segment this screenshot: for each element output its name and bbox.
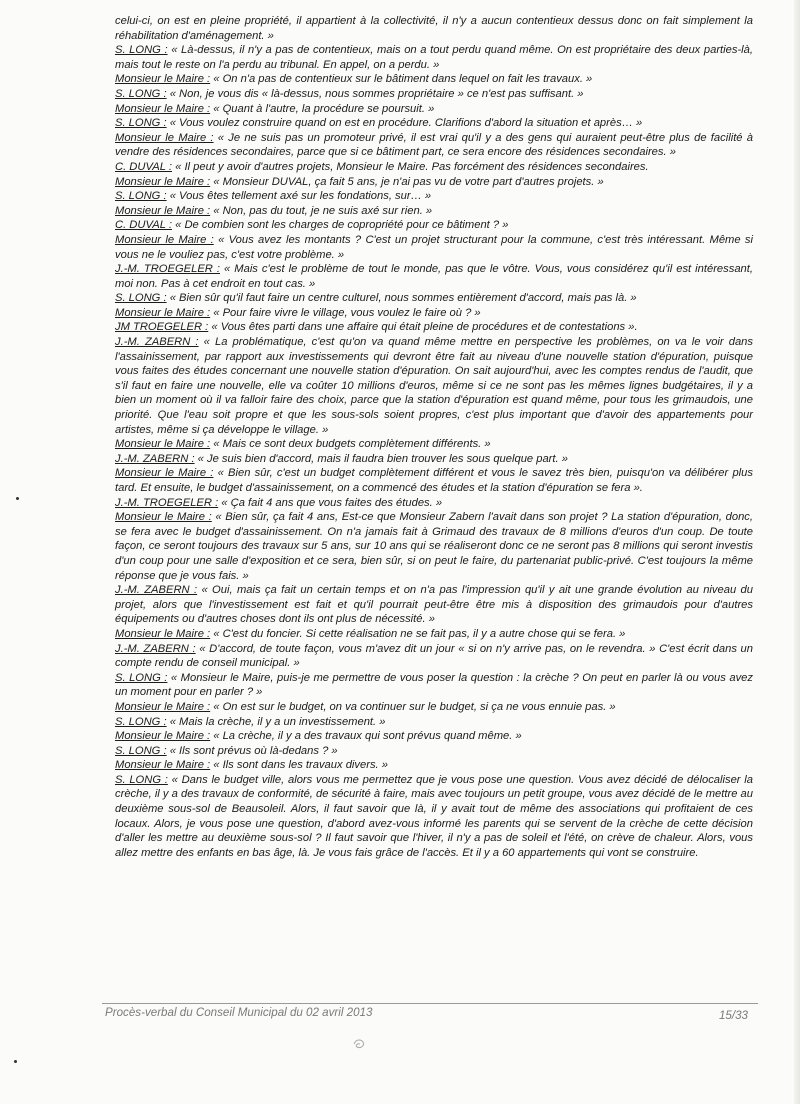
speaker-name: J.-M. ZABERN :	[115, 584, 198, 597]
speaker-name: S. LONG :	[115, 773, 168, 786]
minutes-paragraph	[115, 437, 753, 452]
speech-text: « Vous avez les montants ? C'est un projet structurant pour la commune, c'est très intéressant. Même si vous ne le vouliez pas, c'est votre problème. »	[115, 233, 753, 261]
speaker-name: J.-M. TROEGELER :	[115, 263, 221, 276]
minutes-paragraph	[115, 715, 753, 730]
minutes-paragraph	[115, 729, 753, 744]
minutes-paragraph	[115, 583, 753, 627]
speaker-name: S. LONG :	[115, 671, 168, 684]
minutes-paragraph	[115, 72, 753, 87]
speaker-name: Monsieur le Maire :	[115, 759, 211, 772]
speaker-name: Monsieur le Maire :	[115, 175, 211, 188]
minutes-paragraph	[115, 175, 753, 190]
footer-title: Procès-verbal du Conseil Municipal du 02 avril 2013	[105, 1006, 373, 1019]
speech-text: « Quant à l'autre, la procédure se poursuit. »	[210, 102, 435, 115]
minutes-paragraph	[115, 189, 753, 204]
minutes-paragraph	[115, 320, 753, 335]
footer-rule	[102, 1003, 758, 1004]
speech-text: « Bien sûr, ça fait 4 ans, Est-ce que Monsieur Zabern l'avait dans son projet ? La station d'épuration, donc, se fera avec le budget d'assainissement. On n'a jamais fait à Grimaud des travaux de 8 millions d'euros d'un coup. De toute façon, ce seront toujours des travaux sur 5 ans, sur 10 ans qui se réaliseront donc ce ne seront pas 8 millions qui seront investis d'un coup pour une salle d'exposition et ce sera, bien sûr, si on peut le faire, du partenariat public-privé. C'est toujours la même réponse que je vous fais. »	[115, 511, 753, 582]
speech-text: « Ça fait 4 ans que vous faites des études. »	[218, 496, 443, 509]
speech-text: « Mais la crèche, il y a un investissement. »	[166, 715, 386, 728]
minutes-paragraph	[115, 496, 753, 511]
speech-text: « Monsieur DUVAL, ça fait 5 ans, je n'ai pas vu de votre part d'autres projets. »	[210, 175, 604, 188]
page-number: 15/33	[718, 1009, 748, 1022]
speech-text: « Mais c'est le problème de tout le monde, pas que le vôtre. Vous, vous considérez qu'il est intéressant, moi non. Pas à cet endroit en tout cas. »	[115, 263, 753, 290]
speech-text: « Non, pas du tout, je ne suis axé sur rien. »	[210, 204, 433, 217]
speech-text: « Il peut y avoir d'autres projets, Monsieur le Maire. Pas forcément des résidences secondaires.	[172, 160, 649, 173]
speech-text: « Vous êtes parti dans une affaire qui était pleine de procédures et de contestations ».	[208, 321, 638, 334]
minutes-paragraph	[115, 466, 753, 495]
minutes-paragraph	[115, 102, 753, 117]
minutes-paragraph	[115, 335, 753, 437]
speech-text: « Vous voulez construire quand on est en procédure. Clarifions d'abord la situation et après… »	[166, 117, 643, 130]
minutes-paragraph	[115, 773, 753, 861]
speech-text: « D'accord, de toute façon, vous m'avez dit un jour « si on n'y arrive pas, on le revendra. » C'est écrit dans un compte rendu de conseil municipal. »	[115, 642, 753, 670]
speech-text: « Je suis bien d'accord, mais il faudra bien trouver les sous quelque part. »	[194, 452, 568, 465]
minutes-paragraph	[115, 306, 753, 321]
minutes-body	[115, 14, 753, 860]
minutes-paragraph	[115, 204, 753, 219]
speech-text: « On n'a pas de contentieux sur le bâtiment dans lequel on fait les travaux. »	[210, 73, 593, 86]
speaker-name: Monsieur le Maire :	[115, 73, 211, 86]
minutes-paragraph	[115, 160, 753, 175]
speech-text: « La problématique, c'est qu'on va quand même mettre en perspective les problèmes, on va le voir dans l'assainissement, par rapport aux investissements qui devront être fait au niveau d'une nouvelle station d'épuration, puisque vous faites des études concernant une nouvelle station d'épuration. On sait aujourd'hui, avec les comptes rendus de l'audit, que s'il faut en faire une nouvelle, elle va coûter 10 millions d'euros, même si ce ne sont pas les mêmes lignes budgétaires, il y a bien un moment où il va falloir faire des choix, parce que la station d'épuration est quand même, pour tous les grimaudois, une priorité. Que l'eau soit propre et que les sous-sols soient propres, c'est plus important que d'avoir des appartements pour artistes, même si ça développe le village. »	[115, 336, 753, 436]
speech-text: « Monsieur le Maire, puis-je me permettre de vous poser la question : la crèche ? On peut en parler là ou vous avez un moment pour en parler ? »	[115, 671, 753, 699]
speech-text: « Je ne suis pas un promoteur privé, il est vrai qu'il y a des gens qui auraient peut-être plus de facilité à vendre des résidences secondaires, parce que si ce bâtiment part, ce sera encore des résidences secondaires. »	[115, 131, 753, 159]
speech-text: « Pour faire vivre le village, vous voulez le faire où ? »	[210, 306, 481, 319]
minutes-paragraph	[115, 131, 753, 160]
minutes-paragraph	[115, 218, 753, 233]
speech-text: « C'est du foncier. Si cette réalisation ne se fait pas, il y a autre chose qui se fera. »	[210, 627, 626, 640]
minutes-paragraph	[115, 510, 753, 583]
speech-text: « Non, je vous dis « là-dessus, nous sommes propriétaire » ce n'est pas suffisant. »	[166, 87, 584, 100]
minutes-paragraph	[115, 700, 753, 715]
scan-speck	[14, 1060, 17, 1063]
speaker-name: Monsieur le Maire :	[115, 204, 211, 217]
minutes-paragraph	[115, 87, 753, 102]
speech-text: « Mais ce sont deux budgets complètement différents. »	[210, 438, 491, 451]
speaker-name: Monsieur le Maire :	[115, 467, 214, 480]
minutes-paragraph	[115, 758, 753, 773]
minutes-paragraph	[115, 291, 753, 306]
scan-edge	[794, 0, 800, 1104]
minutes-paragraph	[115, 671, 753, 700]
speaker-name: C. DUVAL :	[115, 160, 172, 173]
scan-smudge	[352, 1038, 366, 1050]
speaker-name: S. LONG :	[115, 292, 167, 305]
speaker-name: Monsieur le Maire :	[115, 700, 211, 713]
speaker-name: Monsieur le Maire :	[115, 233, 214, 246]
speaker-name: C. DUVAL :	[115, 219, 172, 232]
speech-text: « Ils sont prévus où là-dedans ? »	[166, 744, 338, 757]
minutes-paragraph	[115, 642, 753, 671]
speaker-name: S. LONG :	[115, 87, 167, 100]
speaker-name: J.-M. TROEGELER :	[115, 496, 219, 509]
minutes-paragraph	[115, 744, 753, 759]
speech-text: « Oui, mais ça fait un certain temps et on n'a pas l'impression qu'il y ait une grande évolution au niveau du projet, alors que l'investissement est fait et qu'il pourrait peut-être être mis à disposition des grimaudois pour d'autres équipements ou d'autres choses dont ils ont plus de nécessité. »	[115, 584, 753, 626]
speaker-name: J.-M. ZABERN :	[115, 336, 199, 349]
minutes-paragraph	[115, 452, 753, 467]
speaker-name: Monsieur le Maire :	[115, 438, 211, 451]
speech-text: « Ils sont dans les travaux divers. »	[210, 759, 388, 772]
speaker-name: S. LONG :	[115, 117, 167, 130]
speech-text: celui-ci, on est en pleine propriété, il appartient à la collectivité, il n'y a aucun contentieux dessus donc on fait simplement la réhabilitation d'aménagement. »	[115, 15, 753, 42]
speaker-name: Monsieur le Maire :	[115, 627, 211, 640]
speaker-name: Monsieur le Maire :	[115, 131, 214, 144]
speaker-name: S. LONG :	[115, 190, 167, 203]
speech-text: « Dans le budget ville, alors vous me permettez que je vous pose une question. Vous avez décidé de délocaliser la crèche, il y a des travaux de conformité, de sécurité à faire, mais avec toujours un petit groupe, vous avez décidé de le mettre au deuxième sous-sol de Beausoleil. Alors, il faut savoir que là, il y avait tout de même des associations qui profitaient de ces locaux. Alors, je vous pose une question, d'abord avez-vous informé les parents qui se servent de la crèche de cette décision d'aller les mettre au deuxième sous-sol ? Il faut savoir que l'hiver, il n'y a pas de soleil et l'été, on crève de chaleur. Alors, vous allez mettre des enfants en bas âge, là. Je vous fais grâce de l'accès. Et il y a 60 appartements qui vont se construire.	[115, 773, 753, 859]
minutes-paragraph	[115, 262, 753, 291]
minutes-paragraph	[115, 233, 753, 262]
speaker-name: S. LONG :	[115, 44, 168, 57]
minutes-paragraph	[115, 14, 753, 43]
speaker-name: Monsieur le Maire :	[115, 102, 211, 115]
speech-text: « On est sur le budget, on va continuer sur le budget, si ça ne vous ennuie pas. »	[210, 700, 616, 713]
speaker-name: Monsieur le Maire :	[115, 306, 211, 319]
speaker-name: Monsieur le Maire :	[115, 730, 211, 743]
speaker-name: J.-M. ZABERN :	[115, 642, 196, 655]
speech-text: « Vous êtes tellement axé sur les fondations, sur… »	[166, 190, 432, 203]
speaker-name: S. LONG :	[115, 715, 167, 728]
speech-text: « Bien sûr, c'est un budget complètement différent et vous le savez très bien, puisqu'on va délibérer plus tard. Et ensuite, le budget d'assainissement, on a commencé des études et la station d'épuration se fera ».	[115, 467, 753, 494]
scan-speck	[16, 497, 19, 500]
speech-text: « De combien sont les charges de copropriété pour ce bâtiment ? »	[172, 219, 509, 232]
minutes-paragraph	[115, 627, 753, 642]
speech-text: « La crèche, il y a des travaux qui sont prévus quand même. »	[210, 730, 522, 743]
minutes-paragraph	[115, 43, 753, 72]
speaker-name: Monsieur le Maire :	[115, 511, 212, 524]
speaker-name: S. LONG :	[115, 744, 167, 757]
speech-text: « Bien sûr qu'il faut faire un centre culturel, nous sommes entièrement d'accord, mais pas là. »	[166, 292, 637, 305]
speech-text: « Là-dessus, il n'y a pas de contentieux, mais on a tout perdu quand même. On est propriétaire des deux parties-là, mais tout le reste on l'a perdu au tribunal. En appel, on a perdu. »	[115, 44, 753, 71]
speaker-name: J.-M. ZABERN :	[115, 452, 195, 465]
minutes-paragraph	[115, 116, 753, 131]
speaker-name: JM TROEGELER :	[115, 321, 209, 334]
